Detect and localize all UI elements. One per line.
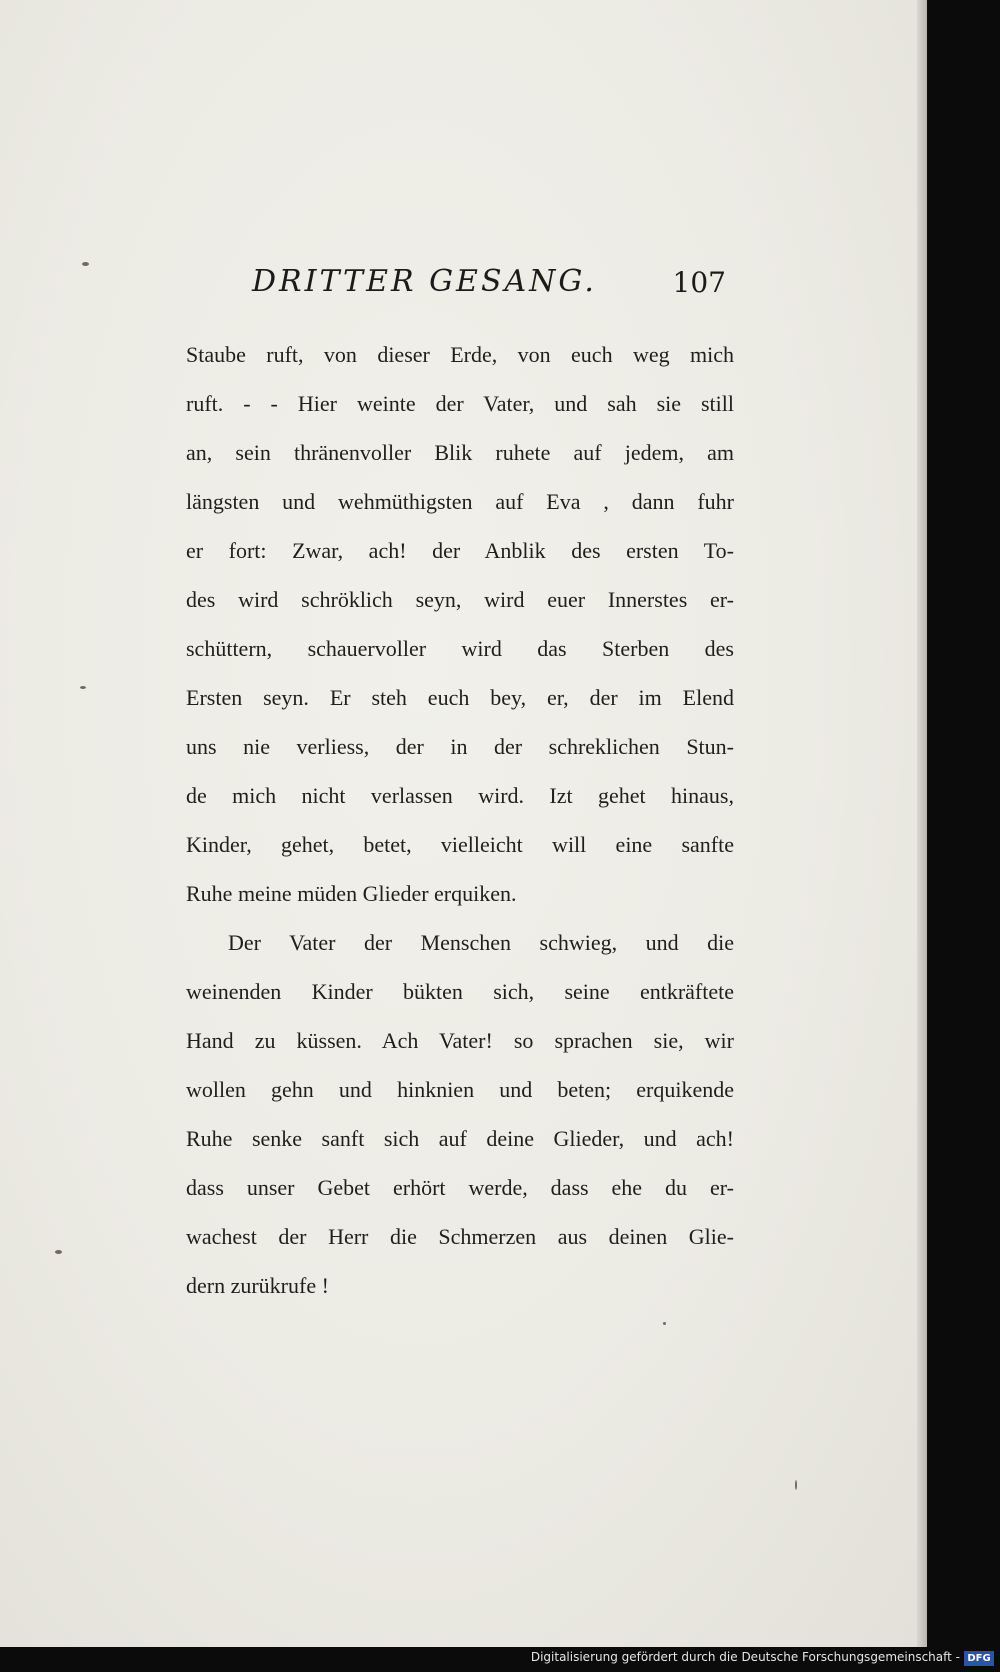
text-line: an, sein thränenvoller Blik ruhete auf jedem, am — [186, 440, 734, 465]
text-line: Ruhe senke sanft sich auf deine Glieder, und ach! — [186, 1126, 734, 1151]
text-line: Ersten seyn. Er steh euch bey, er, der im Elend — [186, 685, 734, 710]
text-line: dern zurükrufe ! — [186, 1273, 329, 1298]
text-line: Der Vater der Menschen schwieg, und die — [228, 930, 734, 955]
body-text — [186, 330, 734, 1310]
paper-speck — [80, 686, 86, 689]
text-line: längsten und wehmüthigsten auf Eva , dann fuhr — [186, 489, 734, 514]
text-line: de mich nicht verlassen wird. Izt gehet hinaus, — [186, 783, 734, 808]
dfg-logo: DFG — [964, 1651, 994, 1666]
text-line: Hand zu küssen. Ach Vater! so sprachen sie, wir — [186, 1028, 734, 1053]
paper-speck — [795, 1480, 797, 1490]
running-head — [240, 258, 730, 308]
text-line: wollen gehn und hinknien und beten; erquikende — [186, 1077, 734, 1102]
text-line: Staube ruft, von dieser Erde, von euch weg mich — [186, 342, 734, 367]
paper-speck — [55, 1250, 62, 1254]
paper-speck — [82, 262, 89, 266]
text-line: weinenden Kinder bükten sich, seine entkräftete — [186, 979, 734, 1004]
footer-credit: Digitalisierung gefördert durch die Deutsche Forschungsgemeinschaft - — [530, 1650, 960, 1664]
page-edge — [917, 0, 927, 1647]
page-number: 107 — [672, 266, 726, 299]
paper-speck — [663, 1322, 666, 1325]
text-line: ruft. - - Hier weinte der Vater, und sah sie still — [186, 391, 734, 416]
text-line: Ruhe meine müden Glieder erquiken. — [186, 881, 517, 906]
text-line: dass unser Gebet erhört werde, dass ehe du er- — [186, 1175, 734, 1200]
text-line: er fort: Zwar, ach! der Anblik des ersten To- — [186, 538, 734, 563]
text-line: Kinder, gehet, betet, vielleicht will eine sanfte — [186, 832, 734, 857]
text-line: des wird schröklich seyn, wird euer Innerstes er- — [186, 587, 734, 612]
text-line: schüttern, schauervoller wird das Sterben des — [186, 636, 734, 661]
running-title: DRITTER GESANG. — [252, 264, 597, 299]
text-line: wachest der Herr die Schmerzen aus deinen Glie- — [186, 1224, 734, 1249]
text-line: uns nie verliess, der in der schreklichen Stun- — [186, 734, 734, 759]
